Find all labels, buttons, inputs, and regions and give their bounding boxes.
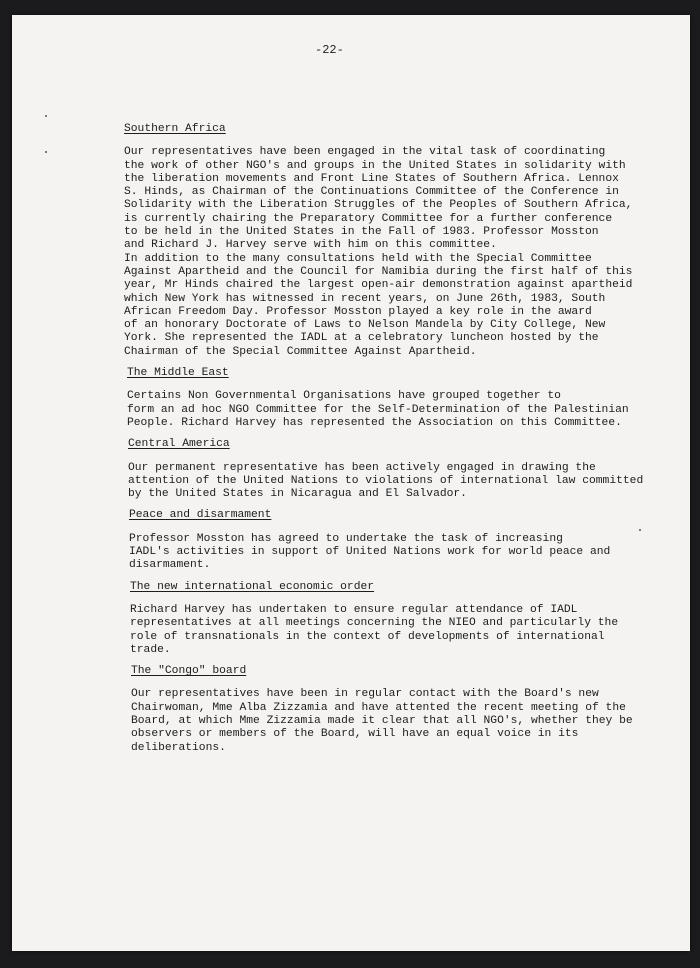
- section-economic-order: [130, 581, 644, 657]
- section-central-america: [128, 438, 644, 501]
- section-heading: The Middle East: [127, 367, 229, 380]
- section-heading: Central America: [128, 438, 230, 451]
- section-southern-africa: [124, 123, 644, 359]
- section-congo-board: [131, 665, 644, 755]
- section-heading: Peace and disarmament: [129, 509, 272, 522]
- paragraph: Our permanent representative has been actively engaged in drawing the attention of the United Nations to violations of international law committed by the United States in Nicaragua and El Salvador.: [128, 461, 644, 501]
- section-heading: The new international economic order: [130, 580, 375, 593]
- document-body: [124, 123, 644, 763]
- margin-mark: [45, 151, 47, 153]
- section-peace-disarmament: [129, 509, 644, 572]
- section-heading: The "Congo" board: [131, 665, 247, 678]
- paragraph: Richard Harvey has undertaken to ensure regular attendance of IADL representatives at all meetings concerning the NIEO and particularly the role of transnationals in the context of developments of international trade.: [130, 603, 619, 656]
- paragraph: Certains Non Governmental Organisations have grouped together to form an ad hoc NGO Committee for the Self-Determination of the Palestinian People. Richard Harvey has represented the Association on this Committee.: [127, 390, 629, 429]
- paragraph: Our representatives have been engaged in the vital task of coordinating the work of other NGO's and groups in the United States in solidarity with the liberation movements and Front Line States of Southern Africa. Lennox S. Hinds, as Chairman of the Continuations Committee of the Conference in Solidarity with the Liberation Struggles of the Peoples of Southern Africa, is currently chairing the Preparatory Committee for a further conference to be held in the United States in the Fall of 1983. Professor Mosston and Richard J. Harvey serve with him on this committee. In addition to the many consultations held with the Special Committee Against Apartheid and the Council for Namibia during the first half of this year, Mr Hinds chaired the largest open-air demonstration against apartheid which New York has witnessed in recent years, on June 26th, 1983, South African Freedom Day. Professor Mosston played a key role in the award of an honorary Doctorate of Laws to Nelson Mandela by City College, New York. She represented the IADL at a celebratory luncheon hosted by the Chairman of the Special Committee Against Apartheid.: [124, 146, 633, 358]
- margin-mark: [45, 115, 47, 117]
- paragraph: Professor Mosston has agreed to undertake the task of increasing IADL's activities in support of United Nations work for world peace and disarmament.: [129, 532, 611, 572]
- section-middle-east: [127, 367, 644, 430]
- page-number: -22-: [315, 43, 344, 57]
- document-page: [12, 15, 690, 951]
- paragraph: Our representatives have been in regular contact with the Board's new Chairwoman, Mme Alba Zizzamia and have attented the recent meeting of the Board, at which Mme Zizzamia made it clear that all NGO's, whether they be observers or members of the Board, will have an equal voice in its deliberations.: [131, 688, 633, 754]
- section-heading: Southern Africa: [124, 123, 226, 135]
